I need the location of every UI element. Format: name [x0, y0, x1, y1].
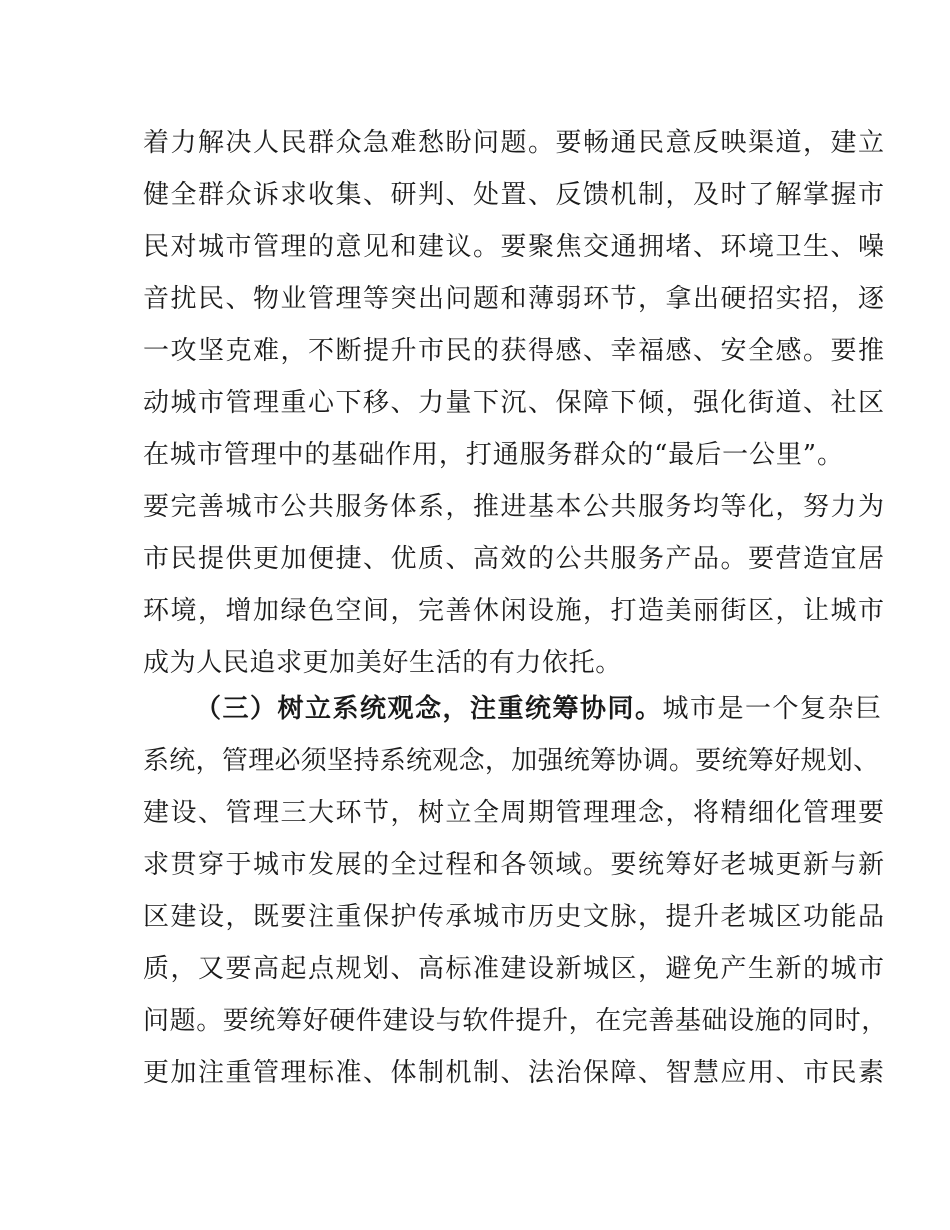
paragraph-line: 市民提供更加便捷、优质、高效的公共服务产品。要营造宜居	[143, 544, 886, 574]
section-heading: （三）树立系统观念，注重统筹协同。	[195, 694, 663, 724]
paragraph-line: 建设、管理三大环节，树立全周期管理理念，将精细化管理要	[143, 798, 886, 828]
paragraph-line: 环境，增加绿色空间，完善休闲设施，打造美丽街区，让城市	[143, 596, 886, 626]
paragraph-line: 一攻坚克难，不断提升市民的获得感、幸福感、安全感。要推	[143, 336, 886, 366]
paragraph-line: 区建设，既要注重保护传承城市历史文脉，提升老城区功能品	[143, 902, 886, 932]
paragraph-line: 成为人民追求更加美好生活的有力依托。	[143, 648, 622, 678]
paragraph-2	[143, 683, 888, 1099]
heading-line-rest: 城市是一个复杂巨	[662, 694, 883, 724]
paragraph-line: 着力解决人民群众急难愁盼问题。要畅通民意反映渠道，建立	[143, 128, 886, 158]
paragraph-line: 动城市管理重心下移、力量下沉、保障下倾，强化街道、社区	[143, 388, 886, 418]
paragraph-line: 健全群众诉求收集、研判、处置、反馈机制，及时了解掌握市	[143, 180, 886, 210]
paragraph-line: 质，又要高起点规划、高标准建设新城区，避免产生新的城市	[143, 954, 886, 984]
paragraph-1	[143, 117, 886, 689]
paragraph-line: 民对城市管理的意见和建议。要聚焦交通拥堵、环境卫生、噪	[143, 232, 886, 262]
paragraph-line: 音扰民、物业管理等突出问题和薄弱环节，拿出硬招实招，逐	[143, 284, 886, 314]
paragraph-line: 求贯穿于城市发展的全过程和各领域。要统筹好老城更新与新	[143, 850, 886, 880]
paragraph-line: 在城市管理中的基础作用，打通服务群众的“最后一公里”。	[143, 440, 844, 470]
paragraph-line: 要完善城市公共服务体系，推进基本公共服务均等化，努力为	[143, 492, 886, 522]
paragraph-line: 系统，管理必须坚持系统观念，加强统筹协调。要统筹好规划、	[143, 746, 880, 776]
section-heading-line	[143, 683, 883, 735]
paragraph-line: 问题。要统筹好硬件建设与软件提升，在完善基础设施的同时，	[143, 1006, 888, 1036]
paragraph-line: 更加注重管理标准、体制机制、法治保障、智慧应用、市民素	[143, 1058, 886, 1088]
